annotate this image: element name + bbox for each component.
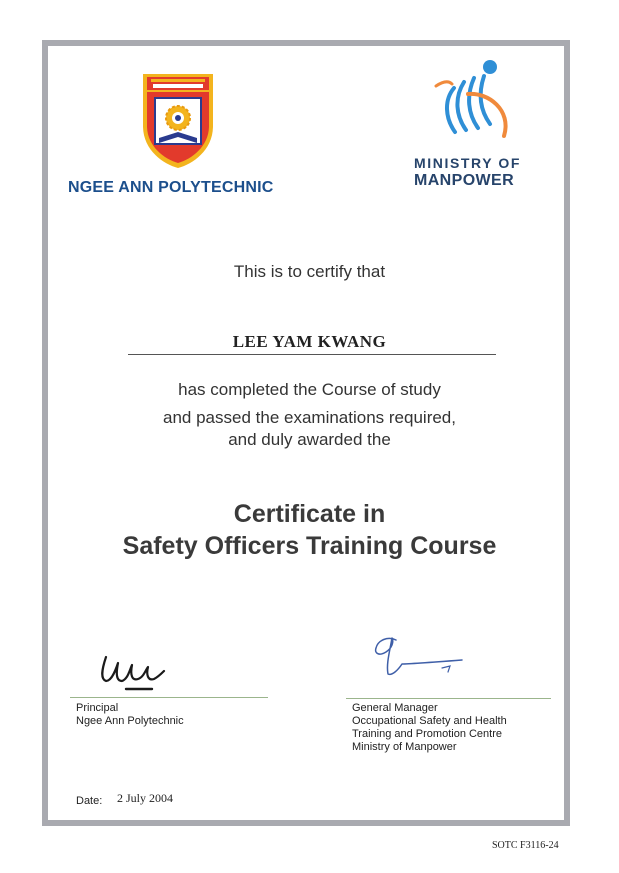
general-manager-department: Occupational Safety and Health <box>352 715 507 727</box>
principal-signature <box>96 645 176 693</box>
principal-organisation: Ngee Ann Polytechnic <box>76 715 184 727</box>
principal-title: Principal <box>76 702 119 714</box>
general-manager-ministry: Ministry of Manpower <box>352 741 457 753</box>
date-value: 2 July 2004 <box>117 791 174 805</box>
general-manager-signature-line <box>346 698 551 699</box>
date-label: Date: <box>76 795 103 807</box>
ministry-of-text: MINISTRY OF <box>414 155 522 171</box>
certificate-title-line-2: Safety Officers Training Course <box>122 532 497 560</box>
completion-line-1: has completed the Course of study <box>178 380 441 399</box>
form-code: SOTC F3116-24 <box>492 840 559 851</box>
manpower-text: MANPOWER <box>414 172 515 189</box>
general-manager-title: General Manager <box>352 702 438 714</box>
completion-line-3: and duly awarded the <box>228 430 391 449</box>
certify-statement: This is to certify that <box>233 262 386 281</box>
certificate-title-line-1: Certificate in <box>233 500 386 528</box>
general-manager-centre: Training and Promotion Centre <box>352 728 503 740</box>
ngee-ann-polytechnic-name: NGEE ANN POLYTECHNIC <box>68 179 274 196</box>
principal-signature-line <box>70 697 268 698</box>
recipient-name-underline <box>128 354 496 355</box>
completion-line-2: and passed the examinations required, <box>163 408 456 427</box>
ngee-ann-polytechnic-crest-logo <box>141 72 215 170</box>
recipient-name: LEE YAM KWANG <box>232 332 387 351</box>
general-manager-signature <box>366 630 472 680</box>
ministry-of-manpower-logo <box>430 58 522 150</box>
